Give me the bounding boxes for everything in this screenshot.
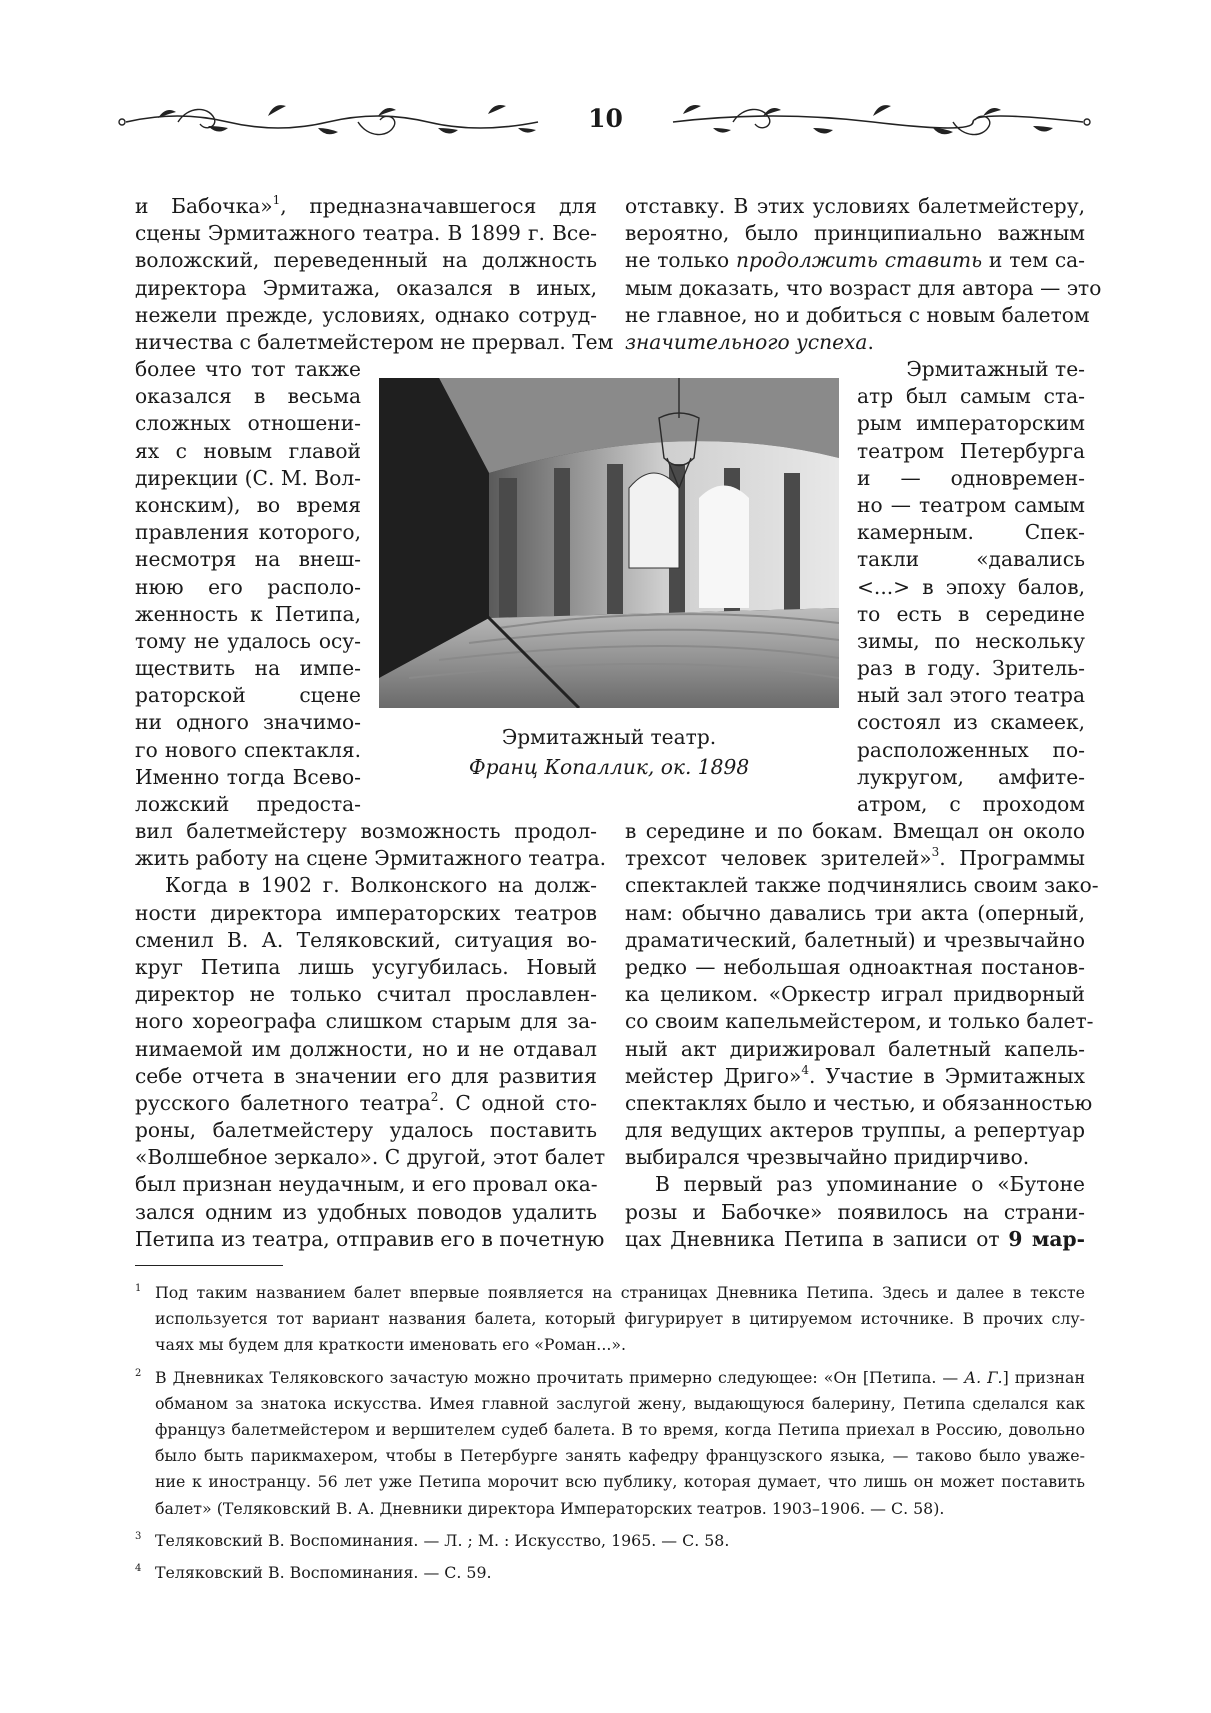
left-column-top: [135, 193, 614, 356]
text-line: спектаклей также подчинялись своим зако-: [625, 873, 1099, 898]
hermitage-theatre-illustration: [379, 378, 839, 708]
text-line: состоял из скамеек,: [857, 710, 1085, 735]
text-line: и — одновремен-: [857, 465, 1085, 490]
text-line: себе отчета в значении его для развития: [135, 1063, 597, 1088]
text-line: редко — небольшая одноактная постанов-: [625, 954, 1085, 979]
footnote-line: француз балетмейстером и вершителем судеб балета. В то время, когда Петипа приехал в Россию, довольно: [155, 1420, 1085, 1440]
text-line: со своим капельмейстером, и только балет-: [625, 1009, 1094, 1034]
text-line: значительного успеха.: [625, 329, 874, 354]
text-line: <...> в эпоху балов,: [857, 574, 1085, 599]
footnote-line: было быть парикмахером, чтобы в Петербурге занять кафедру французского языка, — таково было уваже-: [155, 1446, 1085, 1466]
text-line: раз в году. Зритель-: [857, 656, 1085, 681]
text-line: выбирался чрезвычайно придирчиво.: [625, 1145, 1030, 1170]
text-line: В первый раз упоминание о «Бутоне: [655, 1172, 1085, 1197]
text-line: расположенных по-: [857, 737, 1085, 762]
footnote-number: 4: [135, 1563, 142, 1575]
footnote-line: чаях мы будем для краткости именовать его «Роман...».: [155, 1335, 627, 1355]
text-line: правления которого,: [135, 520, 361, 545]
text-line: ях с новым главой: [135, 438, 361, 463]
text-line: го нового спектакля.: [135, 737, 361, 762]
text-line: рым императорским: [857, 411, 1085, 436]
footnote-number: 1: [135, 1283, 142, 1294]
text-line: ности директора императорских театров: [135, 900, 597, 925]
footnote-line: Теляковский В. Воспоминания. — С. 59.: [155, 1563, 492, 1583]
text-line: мейстер Дриго»$^4$. Участие в Эрмитажных: [625, 1062, 1085, 1088]
text-line: то есть в середине: [857, 601, 1085, 626]
text-line: круг Петипа лишь усугубилась. Новый: [135, 954, 597, 979]
text-line: «Волшебное зеркало». С другой, этот балет: [135, 1145, 606, 1170]
text-line: ный акт дирижировал балетный капель-: [625, 1036, 1085, 1061]
text-line: зимы, по нескольку: [857, 628, 1085, 653]
text-line: мым доказать, что возраст для автора — это: [625, 275, 1102, 300]
text-line: но — театром самым: [857, 492, 1085, 517]
footnote-2: [135, 1365, 1085, 1522]
text-line: такли «давались: [857, 547, 1085, 572]
text-line: ка целиком. «Оркестр играл придворный: [625, 982, 1085, 1007]
text-line: и Бабочка»$^1$, предназначавшегося для: [135, 193, 597, 218]
text-line: конским), во время: [135, 492, 361, 517]
left-column-wrap: [135, 356, 361, 818]
text-line: Эрмитажный те-: [906, 357, 1085, 381]
footnote-line: ние к иностранцу. 56 лет уже Петипа морочит всю публику, которая думает, что лишь он может поставить: [155, 1472, 1085, 1492]
page-header: [118, 92, 1093, 152]
text-line: атр был самым ста-: [857, 384, 1085, 409]
text-line: сцены Эрмитажного театра. В 1899 г. Все-: [135, 221, 597, 246]
text-line: вероятно, было принципиально важным: [625, 221, 1085, 246]
right-column-bottom: [625, 818, 1099, 1253]
text-line: не главное, но и добиться с новым балетом: [625, 302, 1090, 327]
text-line: директора Эрмитажа, оказался в иных,: [135, 275, 597, 300]
footnote-line: В Дневниках Теляковского зачастую можно прочитать примерно следующее: «Он [Петипа. — А. Г.] признан: [155, 1367, 1085, 1387]
text-line: более что тот также: [135, 357, 361, 381]
page-number: 10: [588, 104, 623, 133]
text-line: оказался в весьма: [135, 384, 361, 409]
caption-title: Эрмитажный театр.: [501, 725, 717, 749]
footnote-divider: [135, 1265, 283, 1266]
text-line: тому не удалось осу-: [135, 628, 361, 653]
text-line: нимаемой им должности, но и не отдавал: [135, 1036, 597, 1061]
text-line: сложных отношени-: [135, 411, 361, 436]
text-line: розы и Бабочке» появилось на страни-: [625, 1199, 1085, 1224]
footnote-line: балет» (Теляковский В. А. Дневники директора Императорских театров. 1903–1906. — С. 58).: [155, 1498, 945, 1518]
text-line: атром, с проходом: [857, 792, 1085, 816]
footnote-line: используется тот вариант названия балета, который фигурирует в цитируемом источнике. В прочих слу-: [155, 1309, 1085, 1329]
text-line: в середине и по бокам. Вмещал он около: [625, 819, 1085, 843]
footnote-line: Теляковский В. Воспоминания. — Л. ; М. : Искусство, 1965. — С. 58.: [155, 1530, 730, 1550]
left-column-bottom: [135, 818, 607, 1253]
footnotes: [135, 1280, 1085, 1586]
footnote-line: Под таким названием балет впервые появляется на страницах Дневника Петипа. Здесь и далее в тексте: [155, 1283, 1085, 1302]
text-line: Петипа из театра, отправив его в почетную: [135, 1226, 605, 1251]
text-line: был признан неудачным, и его провал ока-: [135, 1172, 598, 1197]
text-line: женность к Петипа,: [135, 601, 361, 626]
text-line: нюю его располо-: [135, 574, 361, 599]
footnote-number: 3: [135, 1530, 142, 1542]
text-line: нам: обычно давались три акта (оперный,: [625, 900, 1085, 925]
figure-caption: [379, 722, 839, 782]
text-line: сменил В. А. Теляковский, ситуация во-: [135, 927, 597, 952]
footnote-number: 2: [135, 1367, 142, 1379]
text-line: отставку. В этих условиях балетмейстеру,: [625, 194, 1085, 218]
text-line: воложский, переведенный на должность: [135, 248, 597, 273]
text-line: театром Петербурга: [857, 438, 1085, 463]
text-line: спектаклях было и честью, и обязанностью: [625, 1090, 1093, 1115]
text-line: Именно тогда Всево-: [135, 764, 361, 789]
text-line: ложский предоста-: [135, 792, 361, 816]
text-line: жить работу на сцене Эрмитажного театра.: [135, 846, 607, 871]
caption-author: Франц Копаллик, ок. 1898: [468, 755, 750, 779]
text-line: русского балетного театра$^2$. С одной сто-: [135, 1089, 598, 1115]
text-line: драматический, балетный) и чрезвычайно: [625, 927, 1085, 952]
text-line: директор не только считал прославлен-: [135, 982, 597, 1007]
right-ornament-icon: [653, 100, 1093, 140]
text-line: дирекции (С. М. Вол-: [135, 465, 361, 490]
text-line: несмотря на внеш-: [135, 547, 361, 572]
text-line: цах Дневника Петипа в записи от 9 мар-: [625, 1226, 1086, 1251]
text-line: зался одним из удобных поводов удалить: [135, 1199, 597, 1224]
text-line: ни одного значимо-: [135, 710, 361, 735]
text-line: лукругом, амфите-: [857, 764, 1085, 789]
right-column-wrap: [857, 356, 1085, 818]
footnote-1: [135, 1280, 1085, 1359]
text-line: ничества с балетмейстером не прервал. Тем: [135, 329, 614, 354]
text-line: для ведущих актеров труппы, а репертуар: [625, 1118, 1085, 1143]
text-line: трехсот человек зрителей»$^3$. Программы: [625, 845, 1085, 871]
text-line: не только продолжить ставить и тем са-: [625, 248, 1085, 273]
footnote-4: [135, 1560, 1085, 1586]
text-line: камерным. Спек-: [857, 520, 1085, 545]
text-line: нежели прежде, условиях, однако сотруд-: [135, 302, 597, 327]
text-line: ный зал этого театра: [857, 683, 1085, 708]
right-column-top: [625, 193, 1102, 356]
text-line: раторской сцене: [135, 683, 361, 708]
text-line: вил балетмейстеру возможность продол-: [135, 819, 597, 843]
footnote-3: [135, 1528, 1085, 1554]
text-line: ществить на импе-: [135, 656, 361, 681]
text-line: роны, балетмейстеру удалось поставить: [135, 1118, 597, 1143]
footnote-line: обманом за знатока искусства. Имея главной заслугой жену, выдающуюся балерину, Петипа сделался как: [155, 1393, 1085, 1413]
text-line: Когда в 1902 г. Волконского на долж-: [165, 873, 597, 898]
text-line: ного хореографа слишком старым для за-: [135, 1009, 597, 1034]
